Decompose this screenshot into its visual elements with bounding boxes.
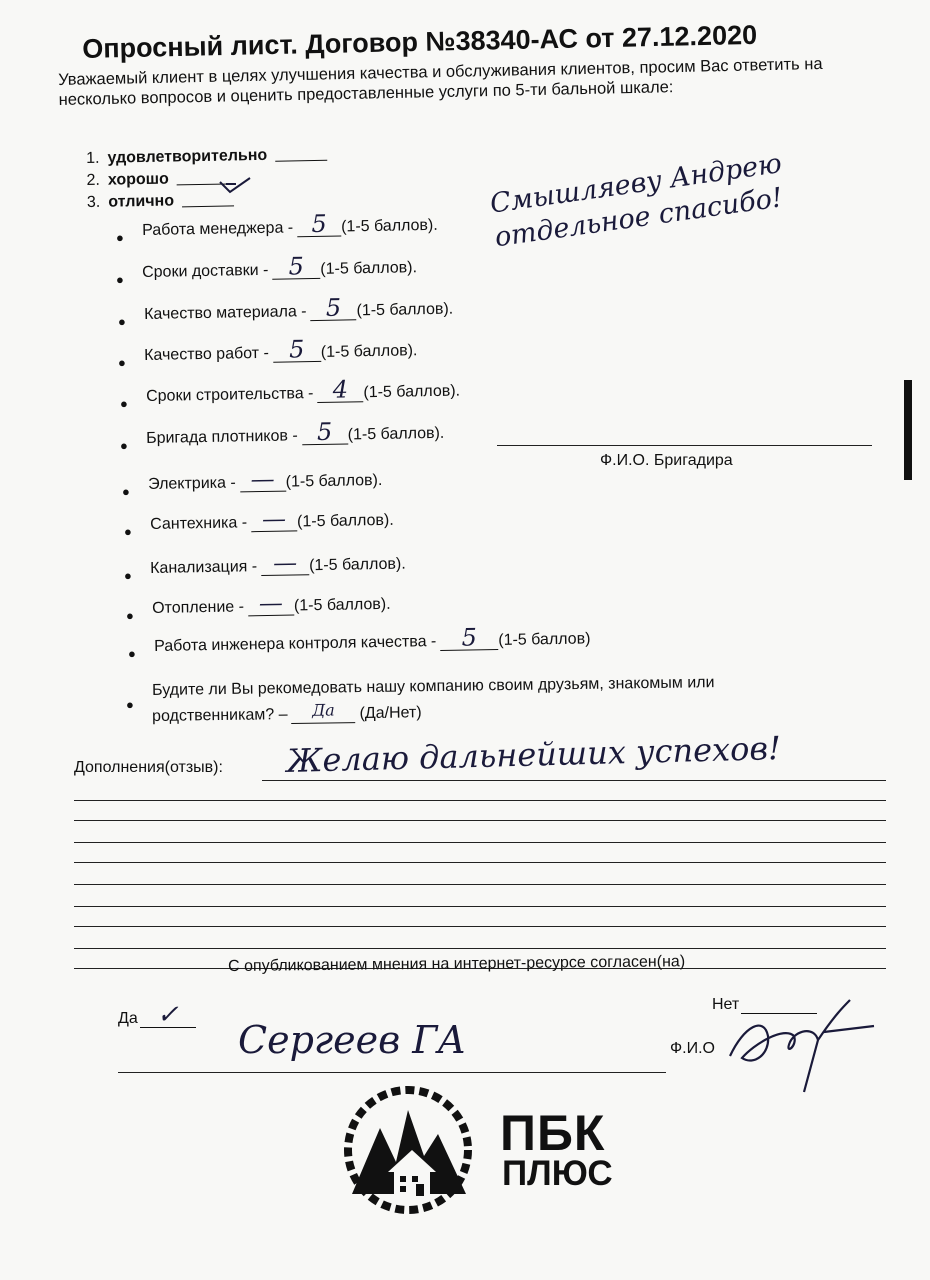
recommend-blank[interactable] <box>291 700 355 724</box>
rating-value: 5 <box>288 252 305 281</box>
feedback-label: Дополнения(отзыв): <box>74 759 223 776</box>
rating-range: (1-5 баллов). <box>356 300 454 320</box>
feedback-line <box>74 884 886 885</box>
rating-range: (1-5 баллов) <box>498 630 591 649</box>
bullet-icon: ● <box>122 484 130 499</box>
consent-text: С опубликованием мнения на интернет-ресурсе согласен(на) <box>228 953 686 975</box>
bullet-icon: ● <box>124 568 132 583</box>
rating-item-label: Отопление - <box>152 598 245 617</box>
rating-range: (1-5 баллов). <box>285 471 383 491</box>
rating-range: (1-5 баллов). <box>347 424 445 444</box>
rating-blank[interactable] <box>261 548 309 577</box>
rating-item <box>150 548 406 578</box>
scale-label: удовлетворительно <box>107 146 268 167</box>
handwritten-note: Смышляеву Андрею отдельное спасибо! <box>488 148 785 254</box>
rating-value: 5 <box>325 293 342 322</box>
bullet-icon: ● <box>128 646 136 661</box>
rating-value: — <box>258 588 284 618</box>
feedback-text[interactable]: Желаю дальнейших успехов! <box>286 729 782 780</box>
intro-text: Уважаемый клиент в целях улучшения качества и обслуживания клиентов, просим Вас ответить на несколько вопросов и оценить предоставленные услуги по 5-ти бальной шкале: <box>58 54 823 109</box>
scale-label: отлично <box>108 192 175 211</box>
client-name: Сергеев ГА <box>238 1018 467 1062</box>
logo-line1: ПБК <box>500 1105 606 1161</box>
rating-item-label: Работа инженера контроля качества - <box>154 633 437 655</box>
bullet-icon: ● <box>124 524 132 539</box>
rating-item <box>142 209 438 240</box>
rating-value: 5 <box>311 209 327 239</box>
scale-row: 3. отлично <box>87 188 328 214</box>
rating-blank[interactable] <box>317 375 363 404</box>
scale-label: хорошо <box>107 170 169 189</box>
foreman-caption: Ф.И.О. Бригадира <box>600 452 733 469</box>
rating-item-label: Сроки строительства - <box>146 385 314 405</box>
consent-no-label: Нет <box>712 996 740 1013</box>
recommend-line1: Будите ли Вы рекомедовать нашу компанию своим друзьям, знакомым или <box>152 674 715 699</box>
fio-label: Ф.И.О <box>670 1040 715 1057</box>
scale-blank[interactable] <box>275 144 327 162</box>
bullet-icon: ● <box>126 697 134 712</box>
rating-blank[interactable] <box>302 417 348 447</box>
feedback-line <box>74 906 886 907</box>
logo-line2: ПЛЮС <box>502 1154 613 1193</box>
rating-item <box>146 417 445 448</box>
rating-item-label: Качество работ - <box>144 344 269 364</box>
rating-range: (1-5 баллов). <box>320 259 418 278</box>
rating-blank[interactable] <box>297 209 341 239</box>
rating-item <box>152 588 391 618</box>
rating-value: — <box>272 548 298 577</box>
rating-item <box>146 375 461 406</box>
rating-value: 5 <box>288 335 305 364</box>
rating-item <box>142 252 418 282</box>
feedback-line <box>74 926 886 927</box>
rating-item-label: Сантехника - <box>150 514 248 533</box>
rating-blank[interactable] <box>251 504 297 534</box>
rating-blank[interactable] <box>240 464 286 494</box>
scale-row: 2. хорошо <box>86 166 327 192</box>
recommend-line2: родственникам? – Да (Да/Нет) <box>152 704 422 726</box>
rating-blank[interactable] <box>310 293 356 322</box>
rating-value: — <box>261 504 287 534</box>
page-title: Опросный лист. Договор №38340-АС от 27.12.2020 <box>82 19 758 64</box>
name-line <box>118 1072 666 1073</box>
rating-range: (1-5 баллов). <box>293 595 391 615</box>
rating-blank[interactable] <box>248 588 294 618</box>
rating-item-label: Качество материала - <box>144 303 307 323</box>
rating-item <box>144 293 454 324</box>
rating-item <box>148 464 383 494</box>
feedback-line <box>262 780 886 781</box>
rating-range: (1-5 баллов). <box>296 511 394 531</box>
rating-item <box>150 504 394 534</box>
rating-scale <box>86 144 328 214</box>
rating-item-label: Сроки доставки - <box>142 261 269 281</box>
rating-range: (1-5 баллов). <box>308 555 406 575</box>
check-mark: ✓ <box>156 1000 179 1030</box>
signature-icon <box>724 996 884 1096</box>
bullet-icon: ● <box>116 230 124 245</box>
rating-blank[interactable] <box>272 252 320 281</box>
bullet-icon: ● <box>118 314 126 329</box>
recommend-answer: Да <box>312 700 335 720</box>
feedback-line <box>74 820 886 821</box>
rating-item <box>144 335 418 365</box>
bullet-icon: ● <box>126 608 134 623</box>
checkmark-icon <box>216 176 256 198</box>
foreman-line <box>497 445 872 446</box>
bullet-icon: ● <box>120 396 128 411</box>
bullet-icon: ● <box>120 438 128 453</box>
rating-range: (1-5 баллов). <box>363 382 461 402</box>
consent-yes-blank[interactable] <box>140 1000 196 1030</box>
rating-blank[interactable] <box>440 623 498 652</box>
company-logo-icon <box>334 1084 484 1212</box>
rating-range: (1-5 баллов). <box>341 216 438 236</box>
bullet-icon: ● <box>116 272 124 287</box>
rating-value: 5 <box>316 417 333 447</box>
feedback-line <box>74 948 886 949</box>
rating-item-label: Электрика - <box>148 474 236 493</box>
bullet-icon: ● <box>118 355 126 370</box>
feedback-line <box>74 862 886 863</box>
feedback-line <box>74 800 886 801</box>
consent-yes-label: Да <box>118 1010 138 1027</box>
scan-edge <box>904 380 912 480</box>
rating-range: (1-5 баллов). <box>320 342 418 361</box>
feedback-line <box>74 842 886 843</box>
consent-yes <box>118 1000 196 1030</box>
rating-item-label: Работа менеджера - <box>142 219 294 239</box>
rating-blank[interactable] <box>273 335 321 364</box>
rating-value: — <box>250 464 275 494</box>
rating-item-label: Бригада плотников - <box>146 427 298 447</box>
rating-item <box>154 623 591 656</box>
rating-item-label: Канализация - <box>150 558 258 577</box>
scale-row: 1. удовлетворительно <box>86 144 327 170</box>
rating-value: 5 <box>461 623 478 652</box>
rating-value: 4 <box>332 375 349 404</box>
